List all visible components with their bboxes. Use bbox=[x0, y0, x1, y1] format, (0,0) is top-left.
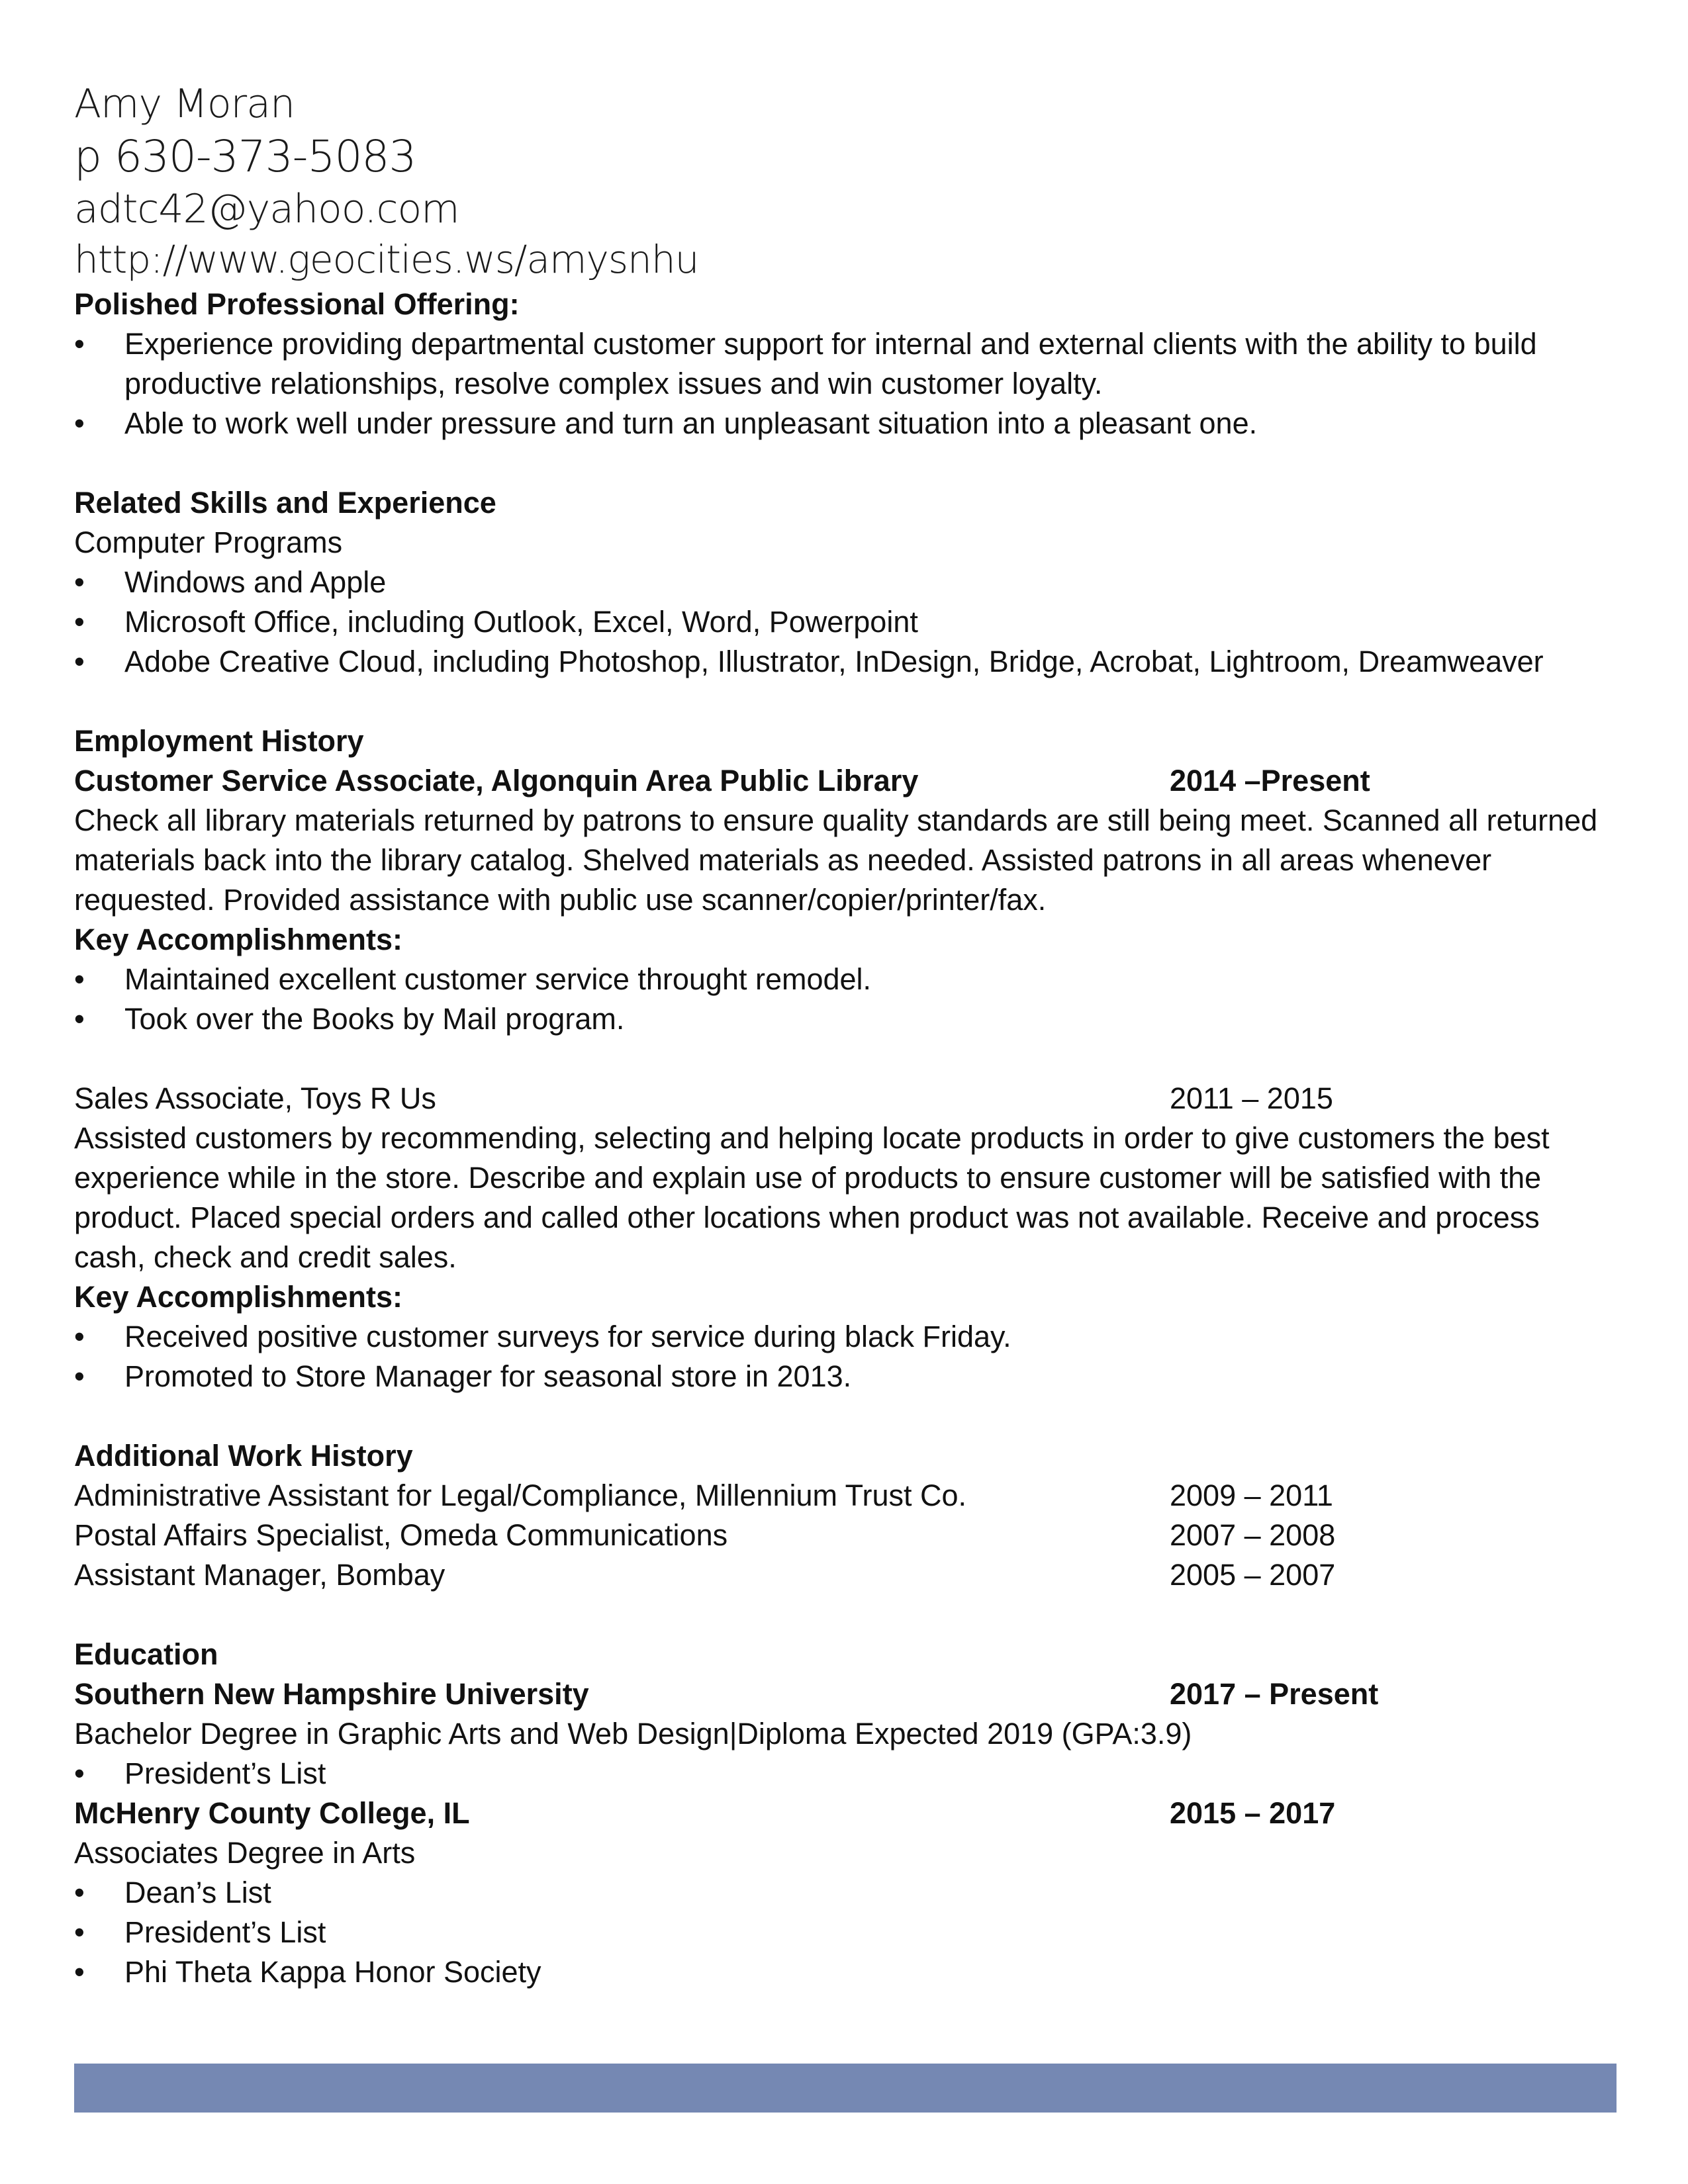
degree-text: Bachelor Degree in Graphic Arts and Web Design|Diploma Expected 2019 (GPA:3.9) bbox=[74, 1717, 1192, 1751]
additional-heading: Additional Work History bbox=[74, 1439, 413, 1473]
skills-subheading: Computer Programs bbox=[74, 525, 343, 559]
resume-page bbox=[74, 78, 1617, 1992]
bullet-icon: • bbox=[74, 1002, 85, 1036]
bullet-icon: • bbox=[74, 645, 85, 678]
school-dates: 2017 – Present bbox=[1170, 1677, 1379, 1711]
list-item: • Able to work well under pressure and turn an unpleasant situation into a pleasant one. bbox=[74, 404, 1617, 443]
job-dates: 2011 – 2015 bbox=[1170, 1081, 1333, 1115]
job-dates: 2009 – 2011 bbox=[1170, 1479, 1333, 1512]
table-row bbox=[74, 1476, 1617, 1516]
table-row bbox=[74, 1516, 1617, 1555]
job-description: Check all library materials returned by patrons to ensure quality standards are still being meet. Scanned all returned materials back into the library catalog. Shelved materials as needed. Assisted patrons in all areas whenever requested. Provided assistance with public use scanner/copier/printer/fax. bbox=[74, 803, 1598, 917]
bullet-icon: • bbox=[74, 406, 85, 440]
job-title-row bbox=[74, 761, 1617, 801]
bullet-icon: • bbox=[74, 1359, 85, 1393]
contact-header bbox=[74, 78, 1617, 285]
list-item: • Promoted to Store Manager for seasonal store in 2013. bbox=[74, 1357, 1617, 1396]
degree-text: Associates Degree in Arts bbox=[74, 1836, 416, 1870]
accomplishments-list bbox=[74, 1317, 1617, 1396]
list-item: • Experience providing departmental customer support for internal and external clients with the ability to build productive relationships, resolve complex issues and win customer loyalty. bbox=[74, 324, 1617, 404]
list-item: • Dean’s List bbox=[74, 1873, 1617, 1913]
accomplishments-label: Key Accomplishments: bbox=[74, 1280, 402, 1314]
list-item: • Windows and Apple bbox=[74, 563, 1617, 602]
school-name: McHenry County College, IL bbox=[74, 1796, 470, 1830]
job-dates: 2014 –Present bbox=[1170, 764, 1370, 797]
bullet-icon: • bbox=[74, 327, 85, 361]
school-dates: 2015 – 2017 bbox=[1170, 1796, 1336, 1830]
list-item: • Took over the Books by Mail program. bbox=[74, 999, 1617, 1039]
honors-list bbox=[74, 1754, 1617, 1794]
skills-list bbox=[74, 563, 1617, 682]
school-name: Southern New Hampshire University bbox=[74, 1677, 589, 1711]
school-row bbox=[74, 1674, 1617, 1714]
list-item: • President’s List bbox=[74, 1913, 1617, 1952]
job-title: Assistant Manager, Bombay bbox=[74, 1558, 445, 1592]
email-address[interactable]: adtc42@yahoo.com bbox=[74, 186, 459, 232]
candidate-name: Amy Moran bbox=[74, 81, 295, 127]
table-row bbox=[74, 1555, 1617, 1595]
skills-heading: Related Skills and Experience bbox=[74, 486, 496, 520]
honors-list bbox=[74, 1873, 1617, 1992]
bullet-icon: • bbox=[74, 962, 85, 996]
employment-heading: Employment History bbox=[74, 724, 364, 758]
job-dates: 2005 – 2007 bbox=[1170, 1558, 1336, 1592]
list-item: • Phi Theta Kappa Honor Society bbox=[74, 1952, 1617, 1992]
list-item: • President’s List bbox=[74, 1754, 1617, 1794]
education-heading: Education bbox=[74, 1637, 218, 1671]
job-description: Assisted customers by recommending, selecting and helping locate products in order to give customers the best experience while in the store. Describe and explain use of products to ensure customer will be satisfied with the product. Placed special orders and called other locations when product was not available. Receive and process cash, check and credit sales. bbox=[74, 1121, 1550, 1274]
job-dates: 2007 – 2008 bbox=[1170, 1518, 1336, 1552]
footer-accent-bar bbox=[74, 2064, 1617, 2113]
bullet-icon: • bbox=[74, 1320, 85, 1353]
profile-heading: Polished Professional Offering: bbox=[74, 287, 520, 321]
job-title: Sales Associate, Toys R Us bbox=[74, 1081, 436, 1115]
bullet-icon: • bbox=[74, 1876, 85, 1909]
job-title-row bbox=[74, 1079, 1617, 1118]
bullet-icon: • bbox=[74, 1756, 85, 1790]
school-row bbox=[74, 1794, 1617, 1833]
bullet-icon: • bbox=[74, 605, 85, 639]
profile-list bbox=[74, 324, 1617, 443]
job-title: Postal Affairs Specialist, Omeda Communications bbox=[74, 1518, 728, 1552]
phone-number: p 630-373-5083 bbox=[74, 131, 416, 182]
bullet-icon: • bbox=[74, 565, 85, 599]
accomplishments-label: Key Accomplishments: bbox=[74, 923, 402, 956]
list-item: • Microsoft Office, including Outlook, Excel, Word, Powerpoint bbox=[74, 602, 1617, 642]
website-link[interactable]: http://www.geocities.ws/amysnhu bbox=[74, 237, 699, 282]
job-title: Administrative Assistant for Legal/Compliance, Millennium Trust Co. bbox=[74, 1479, 967, 1512]
bullet-icon: • bbox=[74, 1915, 85, 1949]
job-title: Customer Service Associate, Algonquin Area Public Library bbox=[74, 764, 919, 797]
list-item: • Maintained excellent customer service throught remodel. bbox=[74, 960, 1617, 999]
bullet-icon: • bbox=[74, 1955, 85, 1989]
accomplishments-list bbox=[74, 960, 1617, 1039]
list-item: • Received positive customer surveys for service during black Friday. bbox=[74, 1317, 1617, 1357]
list-item: • Adobe Creative Cloud, including Photoshop, Illustrator, InDesign, Bridge, Acrobat, Lightroom, Dreamweaver bbox=[74, 642, 1617, 682]
